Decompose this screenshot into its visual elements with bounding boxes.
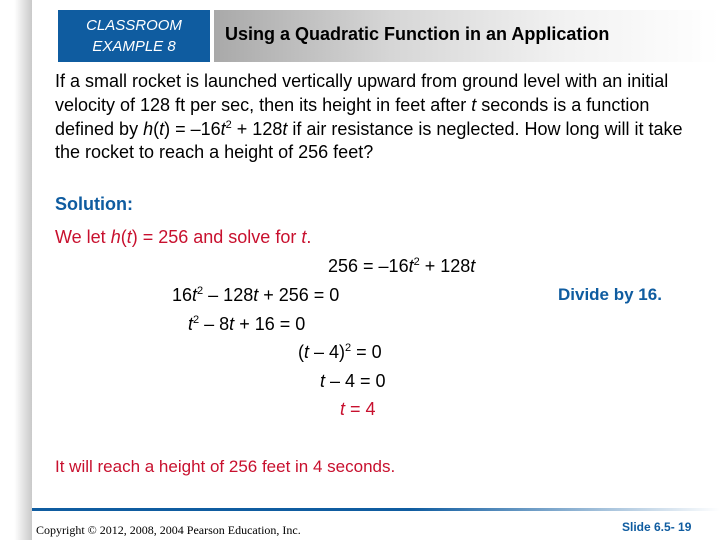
solution-instruction — [55, 227, 311, 248]
var-t: t — [340, 399, 346, 419]
eq-text: 16 — [172, 285, 193, 305]
problem-text: if air resistance is neglected. How long will it take the rocket to reach a height of 256 feet? — [55, 118, 683, 163]
eq-text: 256 = –16 — [328, 256, 409, 276]
exponent: 2 — [225, 118, 232, 131]
eq-text: = 0 — [351, 342, 382, 362]
eq-text: – 4 = 0 — [325, 371, 386, 391]
slide-number: Slide 6.5- 19 — [622, 520, 692, 534]
equation-step-1 — [328, 256, 475, 277]
badge-line-2: EXAMPLE 8 — [92, 38, 176, 55]
equation-step-3 — [188, 314, 305, 335]
eq-text: + 16 = 0 — [234, 314, 306, 334]
var-t: t — [282, 118, 288, 139]
var-t: t — [470, 256, 476, 276]
conclusion-text: It will reach a height of 256 feet in 4 seconds. — [55, 457, 396, 476]
eq-text: + 128 — [419, 256, 471, 276]
equation-answer — [340, 399, 376, 420]
eq-text: – 128 — [203, 285, 254, 305]
problem-text: ( — [153, 118, 160, 139]
var-t: t — [188, 314, 194, 334]
instruction-text: We let — [55, 227, 111, 247]
instruction-text: ( — [120, 227, 127, 247]
exponent: 2 — [197, 285, 204, 297]
var-t: t — [320, 371, 326, 391]
var-t: t — [220, 118, 226, 139]
var-t: t — [301, 227, 307, 247]
equation-step-4 — [298, 342, 382, 363]
badge-line-1: CLASSROOM — [86, 17, 182, 34]
problem-text: + 128 — [231, 118, 283, 139]
copyright-text: Copyright © 2012, 2008, 2004 Pearson Education, Inc. — [36, 523, 301, 537]
problem-statement — [55, 70, 695, 165]
var-t: t — [159, 118, 165, 139]
exponent: 2 — [345, 342, 352, 354]
exponent: 2 — [413, 256, 420, 268]
slide-title: Using a Quadratic Function in an Application — [225, 24, 610, 44]
eq-text: – 8 — [199, 314, 230, 334]
example-badge — [58, 10, 210, 62]
var-t: t — [304, 342, 310, 362]
equation-step-5 — [320, 371, 386, 392]
footer-rule — [32, 508, 720, 511]
var-t: t — [253, 285, 259, 305]
solution-label: Solution: — [55, 194, 133, 214]
var-h: h — [143, 118, 154, 139]
var-h: h — [110, 227, 121, 247]
step-note: Divide by 16. — [558, 285, 662, 304]
problem-text: ) = –16 — [164, 118, 221, 139]
problem-text: If a small rocket is launched vertically upward from ground level with an initial velocity of 128 ft per sec, then its height in feet after — [55, 71, 669, 115]
var-t: t — [229, 314, 235, 334]
exponent: 2 — [193, 314, 200, 326]
eq-text: + 256 = 0 — [258, 285, 340, 305]
left-gradient-bar — [0, 0, 32, 540]
var-t: t — [126, 227, 132, 247]
var-t: t — [408, 256, 414, 276]
equation-step-2 — [172, 285, 339, 306]
eq-text: ( — [298, 342, 304, 362]
var-t: t — [471, 94, 477, 115]
eq-text: – 4) — [309, 342, 346, 362]
eq-text: = 4 — [345, 399, 376, 419]
instruction-text: ) = 256 and solve for — [131, 227, 302, 247]
problem-text: seconds is a function defined by — [55, 94, 650, 139]
instruction-text: . — [306, 227, 312, 247]
var-t: t — [192, 285, 198, 305]
